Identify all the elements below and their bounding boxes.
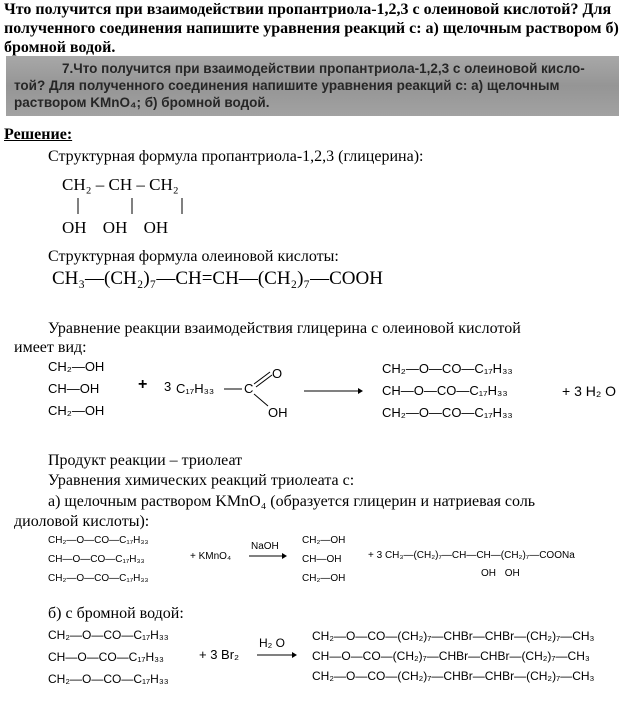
reaction1-arrow bbox=[302, 385, 364, 397]
reaction2-ester-line: CH—O—CO—C₁₇H₃₃ bbox=[48, 554, 145, 565]
reaction1-ester-line: CH—O—CO—C₁₇H₃₃ bbox=[382, 383, 508, 398]
reactions-caption: Уравнения химических реакций триолеата с: bbox=[48, 472, 355, 489]
oleic-caption: Структурная формула олеиновой кислоты: bbox=[48, 248, 339, 265]
reaction3-product bbox=[312, 626, 628, 686]
oleic-formula: CH₃—(CH₂)₇—CH=CH—(CH₂)₇—COOH bbox=[52, 268, 383, 289]
reaction3-arrow-label: H₂ O bbox=[259, 636, 285, 650]
reaction2-gly-line: CH₂—OH bbox=[302, 573, 346, 584]
reaction1-glycerol bbox=[48, 356, 104, 422]
reaction1-gly-line: CH₂—OH bbox=[48, 359, 105, 374]
scan-line-1: 7.Что получится при взаимодействии пропантриола-1,2,3 с олеиновой кисло- bbox=[62, 61, 585, 76]
reaction2-ester-line: CH₂—O—CO—C₁₇H₃₃ bbox=[48, 535, 149, 546]
reaction1-acid-c: C bbox=[244, 381, 254, 396]
reaction1-coef: 3 bbox=[164, 379, 172, 394]
reaction2-gly-line: CH—OH bbox=[302, 554, 342, 565]
reaction2-gly-line: CH₂—OH bbox=[302, 535, 346, 546]
reaction1-plus: + bbox=[138, 376, 148, 393]
reaction3-ester bbox=[48, 624, 169, 690]
reaction2-salt-oh: OH OH bbox=[481, 568, 520, 579]
glycerol-formula-top: CH₂ – CH – CH₂ bbox=[62, 175, 179, 194]
part-b-caption: б) с бромной водой: bbox=[48, 605, 184, 622]
reaction2-arrow-label: NaOH bbox=[251, 541, 279, 552]
reaction3-ester-line: CH₂—O—CO—C₁₇H₃₃ bbox=[48, 628, 169, 642]
reaction1-acid-o: O bbox=[272, 366, 283, 381]
reaction2-ester bbox=[48, 531, 149, 588]
part-a-caption-2: диоловой кислоты): bbox=[14, 513, 150, 530]
glycerol-bonds bbox=[60, 196, 200, 216]
reaction1-ester-line: CH₂—O—CO—C₁₇H₃₃ bbox=[382, 361, 513, 376]
reaction3-product-line: CH₂—O—CO—(CH₂)₇—CHBr—CHBr—(CH₂)₇—CH₃ bbox=[312, 669, 595, 683]
reaction3-ester-line: CH₂—O—CO—C₁₇H₃₃ bbox=[48, 672, 169, 686]
reaction3-product-line: CH—O—CO—(CH₂)₇—CHBr—CHBr—(CH₂)₇—CH₃ bbox=[312, 649, 590, 663]
product-line: Продукт реакции – триолеат bbox=[48, 452, 243, 469]
reaction2-ester-line: CH₂—O—CO—C₁₇H₃₃ bbox=[48, 573, 149, 584]
reaction2-arrow bbox=[248, 552, 288, 560]
reaction2-glycerol bbox=[302, 531, 345, 588]
reaction1-acid-radical: C₁₇H₃₃ bbox=[176, 381, 215, 396]
reaction1-gly-line: CH₂—OH bbox=[48, 403, 105, 418]
equation-caption-2: имеет вид: bbox=[14, 339, 87, 356]
glycerol-caption: Структурная формула пропантриола-1,2,3 (глицерина): bbox=[48, 148, 424, 165]
part-a-caption-1: а) щелочным раствором KMnO₄ (образуется глицерин и натриевая соль bbox=[48, 493, 536, 510]
reaction1-ester bbox=[382, 358, 513, 424]
scan-line-2: той? Для полученного соединения напишите уравнения реакций с: а) щелочным bbox=[14, 78, 560, 93]
reaction2-reagent: + KMnO₄ bbox=[190, 551, 232, 562]
reaction1-gly-line: CH—OH bbox=[48, 381, 100, 396]
reaction1-ester-line: CH₂—O—CO—C₁₇H₃₃ bbox=[382, 405, 513, 420]
reaction3-arrow bbox=[256, 651, 298, 659]
reaction2-salt: + 3 CH₃—(CH₂)₇—CH—CH—(CH₂)₇—COONa bbox=[368, 550, 575, 561]
reaction3-reagent: + 3 Br₂ bbox=[199, 647, 240, 662]
scan-line-3: раствором KMnO₄; б) бромной водой. bbox=[14, 95, 270, 110]
glycerol-oh-row: OH OH OH bbox=[62, 218, 169, 237]
reaction3-product-line: CH₂—O—CO—(CH₂)₇—CHBr—CHBr—(CH₂)₇—CH₃ bbox=[312, 629, 595, 643]
question-text: Что получится при взаимодействии пропантриола-1,2,3 с олеиновой кислотой? Для полученного соединения напишите уравнения реакций с: а) щелочным раствором б) бромной водой. bbox=[4, 1, 619, 56]
reaction1-water: + 3 H₂ O bbox=[562, 383, 617, 399]
reaction1-acid-oh: OH bbox=[268, 405, 288, 420]
solution-title: Решение: bbox=[4, 126, 73, 143]
equation-caption-1: Уравнение реакции взаимодействия глицерина с олеиновой кислотой bbox=[48, 320, 521, 337]
scanned-excerpt bbox=[6, 56, 619, 116]
reaction3-ester-line: CH—O—CO—C₁₇H₃₃ bbox=[48, 650, 164, 664]
